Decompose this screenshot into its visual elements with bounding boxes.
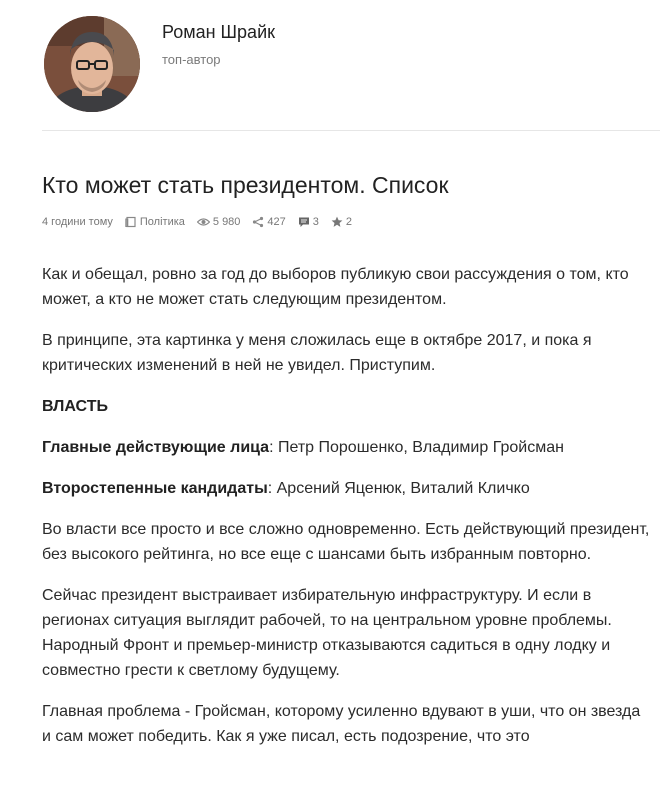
category-label: Політика — [139, 216, 185, 228]
article-title: Кто может стать президентом. Список — [42, 172, 449, 198]
publish-time-text: 4 години тому — [42, 216, 113, 228]
share-button[interactable] — [252, 216, 285, 228]
article-meta — [42, 214, 364, 230]
favorite-button[interactable] — [331, 216, 352, 228]
share-icon — [252, 216, 264, 228]
avatar[interactable] — [44, 16, 140, 112]
paragraph: В принципе, эта картинка у меня сложилась еще в октябре 2017, и пока я критических изменений в ней не увидел. Приступим. — [42, 332, 592, 374]
views-counter — [197, 216, 241, 228]
paragraph: Главная проблема - Гройсман, которому усиленно вдувают в уши, что он звезда и сам может победить. Как я уже писал, есть подозрение, что это — [42, 703, 641, 745]
category-link[interactable] — [125, 216, 185, 228]
author-block — [44, 16, 644, 116]
paragraph: Сейчас президент выстраивает избирательную инфраструктуру. И если в регионах ситуация выглядит рабочей, то на центральном уровне проблемы. Народный Фронт и премьер-министр отказываются садиться в одну лодку и совместно грести к светлому будущему. — [42, 587, 612, 679]
main-candidates-label: Главные действующие лица — [42, 439, 270, 456]
section-heading-text: ВЛАСТЬ — [42, 398, 108, 415]
shares-count: 427 — [267, 216, 286, 228]
paragraph: Как и обещал, ровно за год до выборов публикую свои рассуждения о том, кто может, а кто не может стать следующим президентом. — [42, 266, 629, 308]
main-candidates-value: : Петр Порошенко, Владимир Гройсман — [269, 439, 564, 456]
avatar-photo — [44, 16, 140, 112]
comment-icon — [298, 216, 310, 228]
divider — [42, 130, 660, 131]
eye-icon — [197, 216, 210, 228]
author-name[interactable]: Роман Шрайк — [162, 22, 276, 42]
views-count: 5 980 — [212, 216, 241, 228]
document-icon — [125, 216, 137, 228]
section-heading — [42, 394, 652, 419]
article-body — [42, 262, 652, 765]
main-candidates — [42, 435, 652, 460]
comments-count: 3 — [312, 216, 319, 228]
comments-link[interactable] — [298, 216, 319, 228]
author-badge: топ-автор — [162, 52, 221, 67]
publish-time — [42, 216, 113, 228]
secondary-candidates — [42, 476, 652, 501]
stars-count: 2 — [345, 216, 353, 228]
paragraph: Во власти все просто и все сложно одновременно. Есть действующий президент, без высокого рейтинга, но все еще с шансами быть избранным повторно. — [42, 521, 650, 563]
secondary-candidates-label: Второстепенные кандидаты — [42, 480, 268, 497]
secondary-candidates-value: : Арсений Яценюк, Виталий Кличко — [267, 480, 530, 497]
star-icon — [331, 216, 343, 228]
